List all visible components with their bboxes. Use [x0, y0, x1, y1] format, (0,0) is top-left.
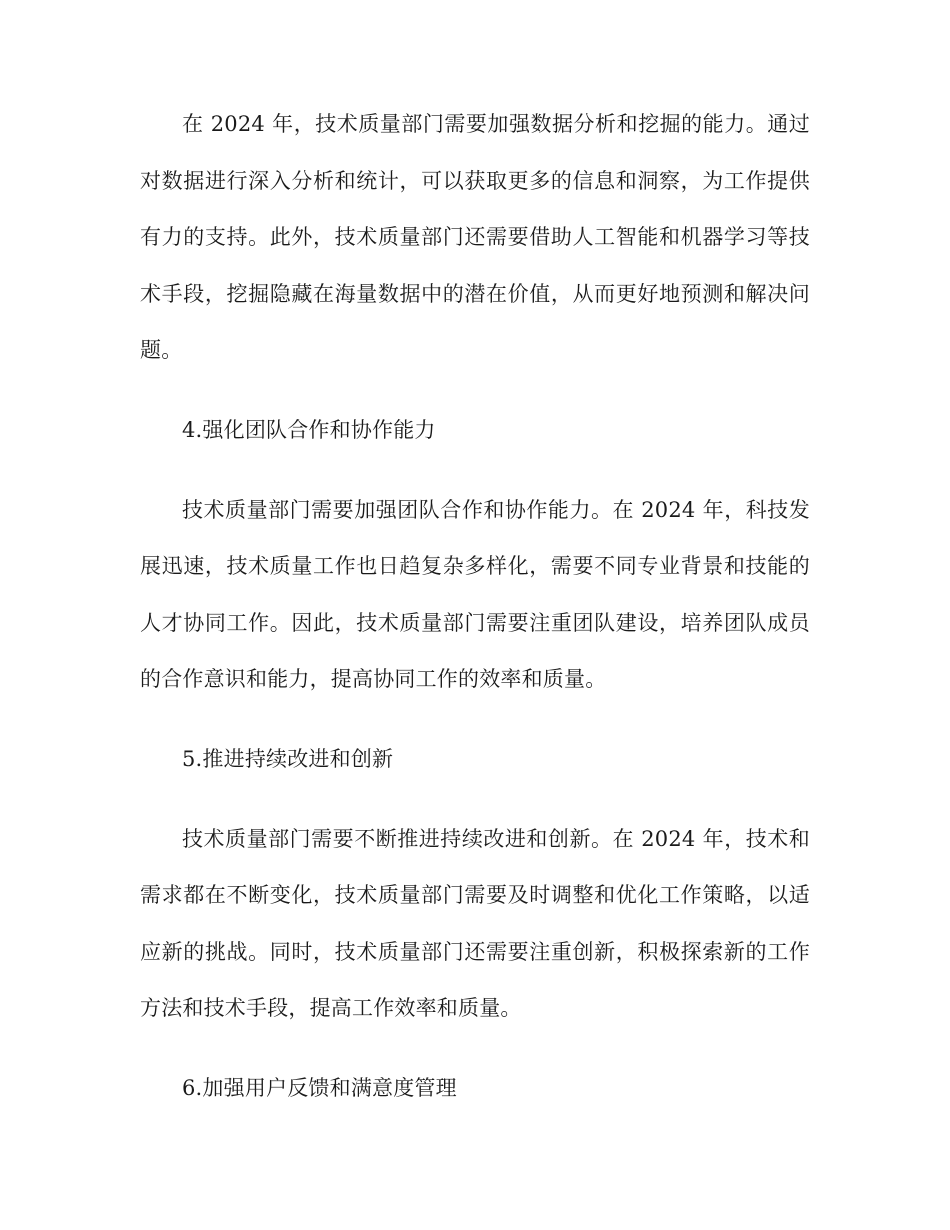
section-heading-improvement: 5.推进持续改进和创新 — [182, 746, 394, 771]
paragraph-spacer — [140, 708, 810, 731]
paragraph-teamwork: 技术质量部门需要加强团队合作和协作能力。在 2024 年，科技发展迅速，技术质量工作也日趋复杂多样化，需要不同专业背景和技能的人才协同工作。因此，技术质量部门需要注重团队建设，培养团队成员的合作意识和能力，提高协同工作的效率和质量。 — [140, 497, 810, 692]
paragraph-spacer — [140, 379, 810, 402]
paragraph-spacer — [140, 788, 810, 811]
paragraph-spacer — [140, 459, 810, 482]
section-heading-user-feedback: 6.加强用户反馈和满意度管理 — [182, 1075, 457, 1100]
paragraph-data-analysis: 在 2024 年，技术质量部门需要加强数据分析和挖掘的能力。通过对数据进行深入分析和统计，可以获取更多的信息和洞察，为工作提供有力的支持。此外，技术质量部门还需要借助人工智能和机器学习等技术手段，挖掘隐藏在海量数据中的潜在价值，从而更好地预测和解决问题。 — [140, 112, 810, 363]
section-heading-teamwork: 4.强化团队合作和协作能力 — [182, 417, 436, 442]
paragraph-spacer — [140, 1037, 810, 1060]
paragraph-improvement: 技术质量部门需要不断推进持续改进和创新。在 2024 年，技术和需求都在不断变化，技术质量部门需要及时调整和优化工作策略，以适应新的挑战。同时，技术质量部门还需要注重创新，积极探索新的工作方法和技术手段，提高工作效率和质量。 — [140, 826, 810, 1021]
document-body — [140, 96, 810, 1117]
